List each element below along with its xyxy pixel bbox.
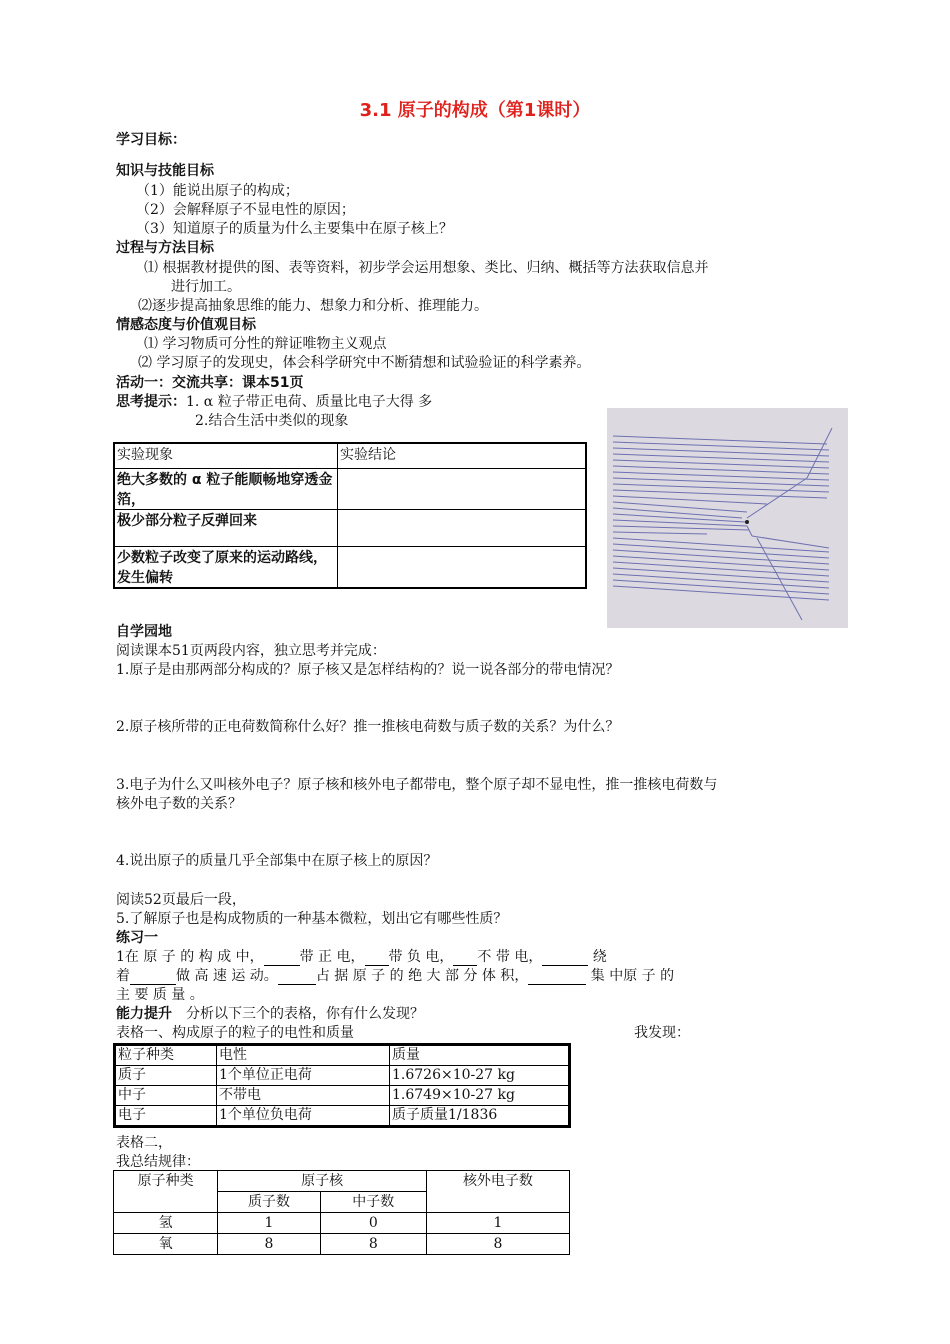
fill-blank[interactable] — [130, 970, 176, 985]
table-cell: 1 — [426, 1213, 569, 1234]
table-header: 核外电子数 — [426, 1171, 569, 1213]
process-item: ⑴ 根据教材提供的图、表等资料，初步学会运用想象、类比、归纳、概括等方法获取信息并 — [144, 260, 709, 276]
practice-text: 绕 — [588, 949, 607, 965]
knowledge-item: （3）知道原子的质量为什么主要集中在原子核上？ — [136, 221, 453, 237]
experiment-table — [113, 442, 587, 589]
table-cell: 8 — [320, 1234, 426, 1255]
process-item: ⑵逐步提高抽象思维的能力、想象力和分析、推理能力。 — [138, 298, 488, 314]
table-cell: 不带电 — [217, 1086, 390, 1106]
atom-table — [113, 1170, 570, 1255]
question-4: 4.说出原子的质量几乎全部集中在原子核上的原因？ — [116, 853, 438, 869]
ability-heading: 能力提升 — [116, 1006, 172, 1022]
answer-cell[interactable] — [338, 547, 587, 589]
table-cell: 氢 — [114, 1213, 218, 1234]
table-header: 实验结论 — [338, 443, 587, 469]
hint-line-2: 2.结合生活中类似的现象 — [195, 413, 349, 429]
table-cell: 1.6749×10-27 kg — [390, 1086, 570, 1106]
attitude-item: ⑴ 学习物质可分性的辩证唯物主义观点 — [144, 336, 387, 352]
discover-label: 我发现： — [634, 1025, 690, 1041]
table-cell: 少数粒子改变了原来的运动路线，发生偏转 — [114, 547, 338, 589]
fill-blank[interactable] — [528, 970, 586, 985]
table-header: 实验现象 — [114, 443, 338, 469]
knowledge-item: （1）能说出原子的构成； — [136, 183, 299, 199]
table-cell: 质子质量1/1836 — [390, 1106, 570, 1127]
knowledge-item: （2）会解释原子不显电性的原因； — [136, 202, 355, 218]
question-2: 2.原子核所带的正电荷数简称什么好？推一推核电荷数与质子数的关系？为什么？ — [116, 719, 620, 735]
table-cell: 1 — [218, 1213, 320, 1234]
table-cell: 氧 — [114, 1234, 218, 1255]
hint-line — [116, 393, 432, 411]
process-heading: 过程与方法目标 — [116, 240, 214, 256]
table-cell: 绝大多数的 α 粒子能顺畅地穿透金箔， — [114, 469, 338, 510]
practice-text: 带 正 电， — [299, 949, 365, 965]
objectives-heading: 学习目标： — [116, 132, 186, 148]
alpha-scattering-photo — [607, 408, 848, 628]
table-header: 原子种类 — [114, 1171, 218, 1213]
practice-text: 占 据 原 子 的 绝 大 部 分 体 积， — [315, 968, 529, 984]
answer-cell[interactable] — [338, 469, 587, 510]
practice-text: 做 高 速 运 动。 — [176, 968, 278, 984]
table-cell: 1.6726×10-27 kg — [390, 1066, 570, 1086]
practice-text: 带 负 电， — [388, 949, 454, 965]
process-item: 进行加工。 — [171, 279, 241, 295]
table2-summary: 我总结规律： — [116, 1154, 200, 1170]
fill-blank[interactable] — [278, 970, 316, 985]
fill-blank[interactable] — [542, 951, 588, 966]
activity-heading: 活动一：交流共享：课本51页 — [116, 375, 304, 391]
fill-blank[interactable] — [264, 951, 300, 966]
hint-label: 思考提示： — [116, 394, 186, 410]
page-title: 3.1 原子的构成（第1课时） — [359, 100, 591, 121]
table-cell: 8 — [426, 1234, 569, 1255]
self-study-intro: 阅读课本51页两段内容，独立思考并完成： — [116, 643, 386, 659]
question-1: 1.原子是由那两部分构成的？原子核又是怎样结构的？说一说各部分的带电情况？ — [116, 662, 620, 678]
attitude-item: ⑵ 学习原子的发现史，体会科学研究中不断猜想和试验验证的科学素养。 — [138, 355, 591, 371]
table1-title: 表格一、构成原子的粒子的电性和质量 — [116, 1025, 354, 1041]
practice-text: 着 — [116, 968, 130, 984]
alpha-scattering-drawing — [607, 408, 848, 628]
table-cell: 电子 — [115, 1106, 217, 1127]
practice-heading: 练习一 — [116, 930, 158, 946]
fill-blank[interactable] — [365, 951, 389, 966]
knowledge-heading: 知识与技能目标 — [116, 163, 214, 179]
question-5: 5.了解原子也是构成物质的一种基本微粒，划出它有哪些性质？ — [116, 911, 508, 927]
table-cell: 1个单位负电荷 — [217, 1106, 390, 1127]
self-study-heading: 自学园地 — [116, 624, 172, 640]
table-header: 质子数 — [218, 1192, 320, 1213]
table-cell: 极少部分粒子反弹回来 — [114, 510, 338, 547]
ability-text: 分析以下三个的表格，你有什么发现？ — [186, 1006, 424, 1022]
question-3: 3.电子为什么又叫核外电子？原子核和核外电子都带电，整个原子却不显电性，推一推核电荷数与 — [116, 777, 718, 793]
table-header: 原子核 — [218, 1171, 427, 1192]
fill-blank[interactable] — [453, 951, 477, 966]
table2-title: 表格二， — [116, 1135, 172, 1151]
ability-line — [116, 1005, 424, 1023]
practice-line-1 — [116, 948, 607, 966]
table-cell: 中子 — [115, 1086, 217, 1106]
practice-text: 1在 原 子 的 构 成 中， — [116, 949, 264, 965]
table-cell: 1个单位正电荷 — [217, 1066, 390, 1086]
read-instruction: 阅读52页最后一段， — [116, 892, 246, 908]
table-cell: 质子 — [115, 1066, 217, 1086]
question-3-cont: 核外电子数的关系？ — [116, 796, 242, 812]
table-header: 质量 — [390, 1045, 570, 1066]
hint-text: 1. α 粒子带正电荷、质量比电子大得 多 — [186, 394, 433, 410]
particle-table — [113, 1043, 571, 1128]
table-header: 中子数 — [320, 1192, 426, 1213]
table-cell: 8 — [218, 1234, 320, 1255]
practice-line-2 — [116, 967, 674, 985]
practice-text: 集 中原 子 的 — [586, 968, 675, 984]
table-header: 粒子种类 — [115, 1045, 217, 1066]
attitude-heading: 情感态度与价值观目标 — [116, 317, 256, 333]
table-header: 电性 — [217, 1045, 390, 1066]
practice-line-3: 主 要 质 量 。 — [116, 987, 204, 1003]
table-cell: 0 — [320, 1213, 426, 1234]
answer-cell[interactable] — [338, 510, 587, 547]
practice-text: 不 带 电， — [477, 949, 543, 965]
